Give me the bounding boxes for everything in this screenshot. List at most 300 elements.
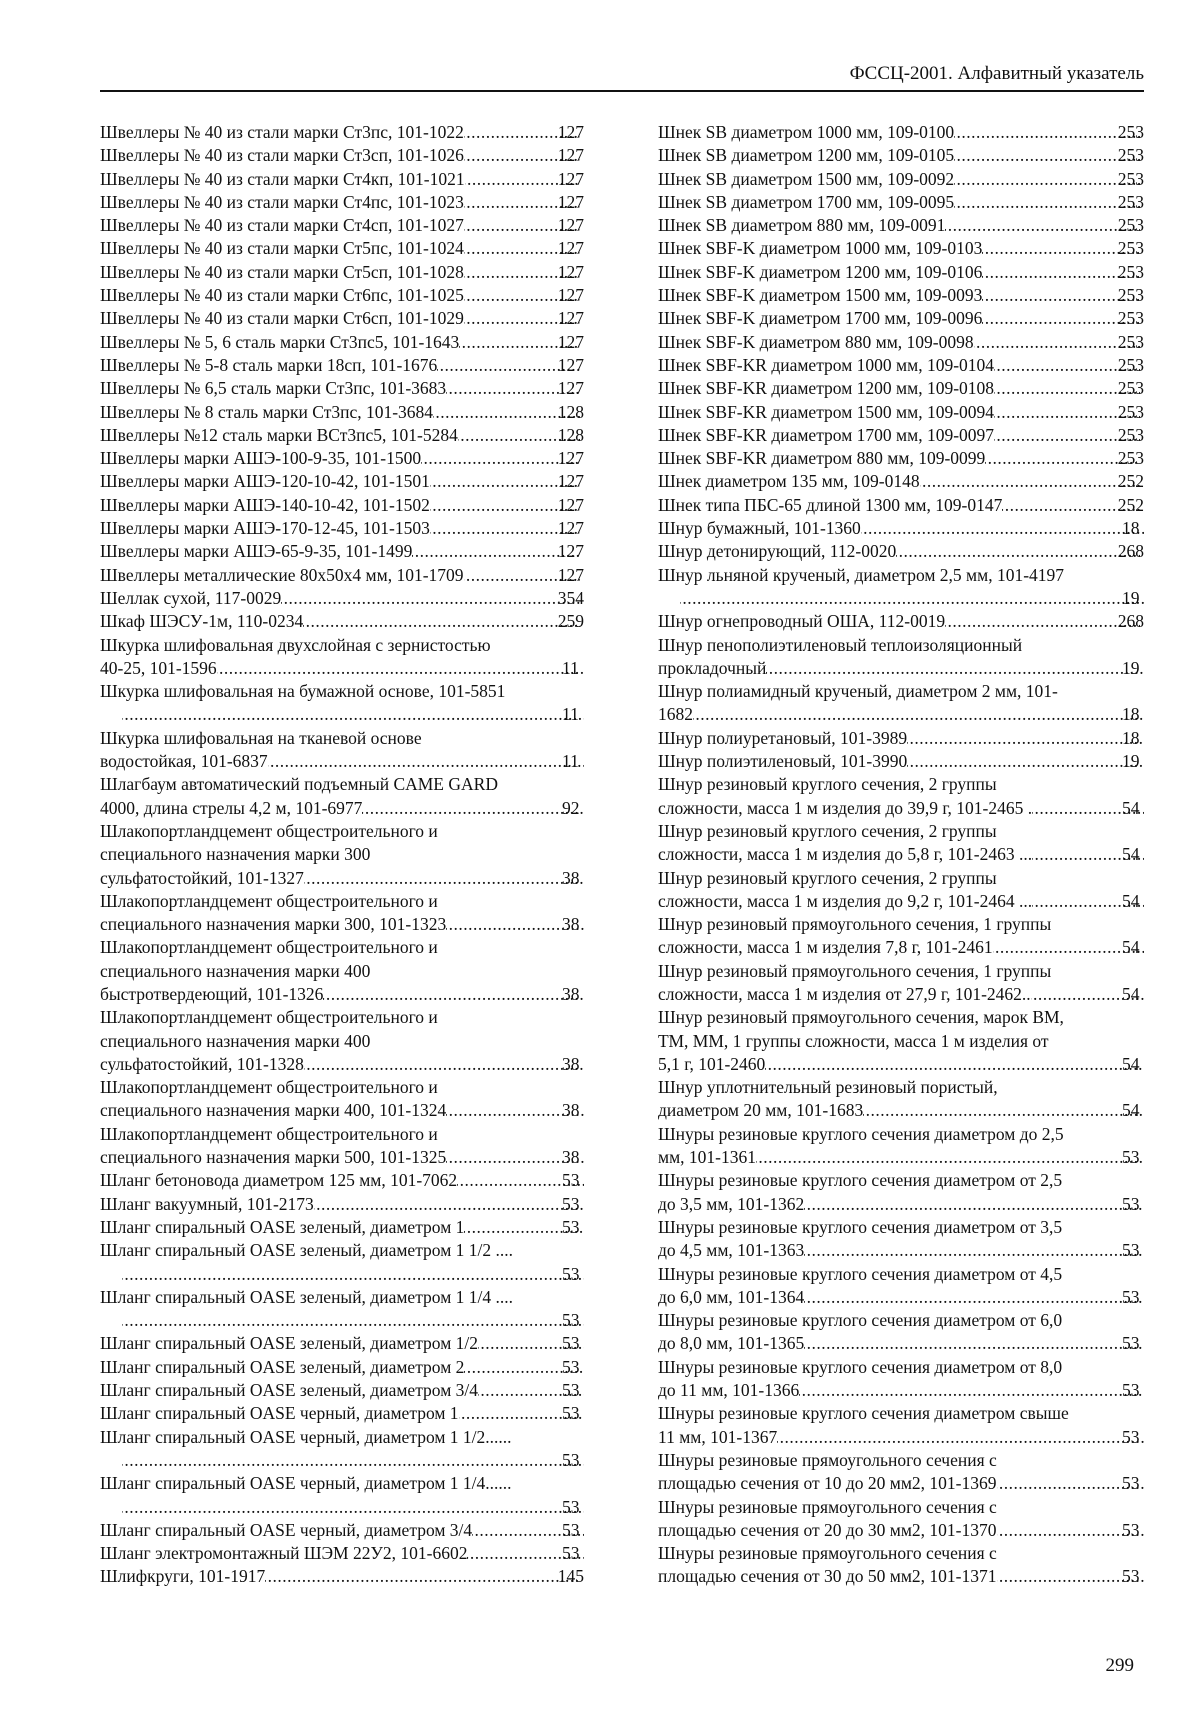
entry-text: быстротвердеющий, 101-1326 <box>100 983 324 1004</box>
entry-text: Швеллеры № 8 сталь марки Ст3пс, 101-3684 <box>100 401 434 422</box>
entry-text: сульфатостойкий, 101-1327 <box>100 867 304 888</box>
entry-page-ref: 354 <box>557 587 584 608</box>
entry-line: Шнуры резиновые прямоугольного сечения с <box>658 1449 997 1470</box>
entry-last-line: 11 мм, 101-1367 ..... 53 <box>680 1426 1144 1449</box>
entry-last-line: до 8,0 мм, 101-1365 ..... 53 <box>680 1332 1144 1355</box>
dot-leader <box>974 331 1140 354</box>
dot-leader <box>421 447 580 470</box>
entry-last-line <box>100 1565 584 1588</box>
entry-last-line <box>658 237 1144 260</box>
entry-page-ref: 127 <box>557 145 584 166</box>
entry-line: Шнур льняной крученый, диаметром 2,5 мм, 101-4197 <box>658 564 1065 585</box>
entry-last-line: Шланг вакуумный, 101-2173 ..... 53 <box>122 1193 584 1216</box>
index-entry <box>658 1402 1144 1449</box>
entry-text: Швеллеры № 40 из стали марки Ст5сп, 101-1028 <box>100 261 464 282</box>
dot-leader <box>765 1053 1144 1076</box>
entry-text: Шеллак сухой, 117-0029 <box>100 587 282 608</box>
entry-text: Швеллеры марки АШЭ-65-9-35, 101-1499 <box>100 541 413 562</box>
dot-leader <box>766 657 1144 680</box>
entry-page-ref: 268 <box>1117 611 1144 632</box>
entry-page-ref: 253 <box>1117 215 1144 236</box>
index-entry <box>658 727 1144 750</box>
entry-page-ref: 127 <box>557 518 584 539</box>
entry-line: специального назначения марки 300 <box>100 844 371 865</box>
entry-last-line <box>658 307 1144 330</box>
entry-last-line <box>100 587 584 610</box>
dot-leader <box>303 610 580 633</box>
dot-leader <box>122 1449 584 1472</box>
dot-leader <box>756 1146 1144 1169</box>
entry-line: Шлакопортландцемент общестроительного и <box>100 1123 438 1144</box>
entry-line: Шнур резиновый прямоугольного сечения, 1 группы <box>658 914 1052 935</box>
dot-leader <box>804 1286 1144 1309</box>
entry-text: Шланг спиральный OASE зеленый, диаметром 2 <box>100 1356 465 1377</box>
entry-last-line: Шланг спиральный OASE зеленый, диаметром 1 ..... 53 <box>122 1216 584 1239</box>
entry-text: Шнур детонирующий, 112-0020 <box>658 541 897 562</box>
entry-page-ref: 127 <box>557 308 584 329</box>
index-entry <box>100 1565 584 1588</box>
entry-line: Шнур уплотнительный резиновый пористый, <box>658 1077 998 1098</box>
entry-page-ref: 127 <box>557 285 584 306</box>
entry-line: специального назначения марки 400 <box>100 1030 371 1051</box>
dot-leader <box>954 144 1140 167</box>
index-entry <box>100 610 584 633</box>
dot-leader <box>982 307 1139 330</box>
index-entry <box>658 540 1144 563</box>
entry-text: площадью сечения от 20 до 30 мм2, 101-1370 <box>658 1519 997 1540</box>
index-entry <box>658 168 1144 191</box>
dot-leader <box>804 1332 1144 1355</box>
entry-last-line: быстротвердеющий, 101-1326 ..... 38 <box>122 983 584 1006</box>
entry-page-ref: 253 <box>1117 168 1144 189</box>
entry-text: Шнек SBF-KR диаметром 1700 мм, 109-0097 <box>658 424 995 445</box>
index-entry <box>658 470 1144 493</box>
index-entry <box>658 1496 1144 1543</box>
dot-leader <box>314 1193 584 1216</box>
entry-last-line: ..... 19 <box>680 587 1144 610</box>
entry-text: водостойкая, 101-6837 <box>100 751 268 772</box>
entry-line: Шлакопортландцемент общестроительного и <box>100 890 438 911</box>
entry-text: сложности, масса 1 м изделия от 27,9 г, 101-2462.. <box>658 983 1031 1004</box>
entry-last-line: 5,1 г, 101-2460 ..... 54 <box>680 1053 1144 1076</box>
entry-text: 5,1 г, 101-2460 <box>658 1053 766 1074</box>
entry-text: Шнек SBF-KR диаметром 1200 мм, 109-0108 <box>658 378 995 399</box>
entry-last-line: сложности, масса 1 м изделия 7,8 г, 101-2461 ..... 54 <box>680 936 1144 959</box>
entry-line: Шнуры резиновые прямоугольного сечения с <box>658 1543 997 1564</box>
dot-leader <box>217 657 584 680</box>
index-entry <box>100 727 584 774</box>
entry-last-line <box>658 610 1144 633</box>
entry-line: Шнуры резиновые круглого сечения диаметром свыше <box>658 1403 1069 1424</box>
entry-last-line: до 11 мм, 101-1366 ..... 53 <box>680 1379 1144 1402</box>
index-entry <box>100 261 584 284</box>
dot-leader <box>982 261 1139 284</box>
entry-page-ref: 253 <box>1117 401 1144 422</box>
entry-last-line: диаметром 20 мм, 101-1683 ..... 54 <box>680 1099 1144 1122</box>
page-number: 299 <box>1105 1655 1134 1676</box>
index-entry <box>658 1169 1144 1216</box>
entry-line: Шнуры резиновые прямоугольного сечения с <box>658 1496 997 1517</box>
entry-line: Шнуры резиновые круглого сечения диаметром до 2,5 <box>658 1123 1064 1144</box>
entry-text: Шланг спиральный OASE зеленый, диаметром 1 <box>100 1216 465 1237</box>
entry-page-ref: 127 <box>557 494 584 515</box>
entry-text: Шнек SB диаметром 880 мм, 109-0091 <box>658 215 946 236</box>
entry-text: сульфатостойкий, 101-1328 <box>100 1053 304 1074</box>
index-entry <box>100 1356 584 1379</box>
entry-page-ref: 127 <box>557 331 584 352</box>
dot-leader <box>412 540 579 563</box>
entry-last-line: ..... 11 <box>122 703 584 726</box>
entry-last-line: сульфатостойкий, 101-1327 ..... 38 <box>122 867 584 890</box>
entry-page-ref: 268 <box>1117 541 1144 562</box>
entry-last-line: ..... 53 <box>122 1496 584 1519</box>
entry-line: ТМ, ММ, 1 группы сложности, масса 1 м изделия от <box>658 1030 1049 1051</box>
entry-line: Шнур резиновый прямоугольного сечения, марок ВМ, <box>658 1007 1064 1028</box>
entry-text: Шланг вакуумный, 101-2173 <box>100 1193 314 1214</box>
index-entry <box>100 540 584 563</box>
index-entry <box>100 1193 584 1216</box>
entry-page-ref: 253 <box>1117 122 1144 142</box>
entry-page-ref: 253 <box>1117 261 1144 282</box>
entry-last-line <box>658 284 1144 307</box>
dot-leader <box>896 540 1140 563</box>
entry-text: Швеллеры марки АШЭ-140-10-42, 101-1502 <box>100 494 430 515</box>
index-entry <box>100 1542 584 1565</box>
entry-last-line <box>658 354 1144 377</box>
entry-line: Шнур полиамидный крученый, диаметром 2 мм, 101- <box>658 681 1058 702</box>
entry-last-line <box>658 331 1144 354</box>
entry-text: площадью сечения от 30 до 50 мм2, 101-1371 <box>658 1566 997 1587</box>
entry-last-line: Шланг спиральный OASE зеленый, диаметром 1/2 ..... 53 <box>122 1332 584 1355</box>
entry-text: Швеллеры металлические 80х50х4 мм, 101-1709 <box>100 564 464 585</box>
dot-leader <box>122 703 584 726</box>
entry-line: Шланг спиральный OASE черный, диаметром 1 1/2...... <box>100 1426 512 1447</box>
entry-text: сложности, масса 1 м изделия до 9,2 г, 101-2464 ... <box>658 890 1033 911</box>
index-entry <box>658 1309 1144 1356</box>
entry-page-ref: 253 <box>1117 285 1144 306</box>
entry-line: Шлагбаум автоматический подъемный CAME GARD <box>100 774 498 795</box>
dot-leader <box>362 797 584 820</box>
index-entry <box>100 377 584 400</box>
entry-text: Шнек SBF-K диаметром 1500 мм, 109-0093 <box>658 285 983 306</box>
dot-leader <box>323 983 584 1006</box>
index-entry <box>658 1449 1144 1496</box>
entry-line: Шнуры резиновые круглого сечения диаметром от 4,5 <box>658 1263 1063 1284</box>
index-entry <box>658 960 1144 1007</box>
dot-leader <box>122 1263 584 1286</box>
entry-last-line <box>100 191 584 214</box>
index-entry <box>658 564 1144 611</box>
entry-text: Шнек SBF-KR диаметром 1500 мм, 109-0094 <box>658 401 995 422</box>
dot-leader <box>304 867 584 890</box>
index-entry <box>100 284 584 307</box>
index-entry <box>658 680 1144 727</box>
entry-text: Шнур огнепроводный ОША, 112-0019 <box>658 611 946 632</box>
entry-last-line: 1682 ..... 18 <box>680 703 1144 726</box>
entry-last-line <box>100 168 584 191</box>
dot-leader <box>804 1239 1144 1262</box>
entry-text: Шланг спиральный OASE черный, диаметром 3/4 <box>100 1519 473 1540</box>
index-entry <box>658 121 1144 144</box>
entry-text: Швеллеры марки АШЭ-120-10-42, 101-1501 <box>100 471 430 492</box>
entry-text: Шнек типа ПБС-65 длиной 1300 мм, 109-0147 <box>658 494 1003 515</box>
entry-line: Шкурка шлифовальная на тканевой основе <box>100 727 422 748</box>
index-entry <box>100 1402 584 1425</box>
index-entry <box>100 1006 584 1076</box>
index-entry <box>658 237 1144 260</box>
dot-leader <box>863 1099 1144 1122</box>
dot-leader <box>982 284 1139 307</box>
entry-last-line: Шнур бумажный, 101-1360 ..... 18 <box>680 517 1144 540</box>
dot-leader <box>122 1309 584 1332</box>
entry-text: Швеллеры № 40 из стали марки Ст4кп, 101-1021 <box>100 168 465 189</box>
entry-last-line <box>658 494 1144 517</box>
entry-line: Шкурка шлифовальная двухслойная с зернистостью <box>100 634 491 655</box>
index-entry <box>100 1169 584 1192</box>
index-entry <box>658 913 1144 960</box>
entry-text: Швеллеры № 40 из стали марки Ст3сп, 101-1026 <box>100 145 464 166</box>
dot-leader <box>281 587 580 610</box>
dot-leader <box>268 750 584 773</box>
entry-last-line: Шнур полиэтиленовый, 101-3990 ..... 19 <box>680 750 1144 773</box>
entry-last-line: водостойкая, 101-6837 ..... 11 <box>122 750 584 773</box>
entry-text: Швеллеры № 40 из стали марки Ст4пс, 101-1023 <box>100 191 464 212</box>
index-entry <box>658 261 1144 284</box>
index-entry <box>100 354 584 377</box>
entry-page-ref: 127 <box>557 378 584 399</box>
entry-last-line <box>100 447 584 470</box>
entry-last-line <box>658 121 1144 144</box>
index-entry <box>100 331 584 354</box>
entry-text: площадью сечения от 10 до 20 мм2, 101-1369 <box>658 1473 997 1494</box>
entry-line: Шнур резиновый круглого сечения, 2 группы <box>658 774 997 795</box>
entry-last-line: Шланг спиральный OASE черный, диаметром 3/4 ..... 53 <box>122 1519 584 1542</box>
entry-text: Шнек SBF-KR диаметром 1000 мм, 109-0104 <box>658 354 995 375</box>
entry-text: Шнек SB диаметром 1200 мм, 109-0105 <box>658 145 955 166</box>
entry-page-ref: 127 <box>557 215 584 236</box>
index-entry <box>100 936 584 1006</box>
entry-line: Шлакопортландцемент общестроительного и <box>100 1007 438 1028</box>
entry-last-line: 4000, длина стрелы 4,2 м, 101-6977 ..... 92 <box>122 797 584 820</box>
index-entry <box>658 354 1144 377</box>
entry-last-line <box>100 354 584 377</box>
dot-leader <box>985 447 1139 470</box>
index-entry <box>658 447 1144 470</box>
entry-page-ref: 127 <box>557 471 584 492</box>
index-entry <box>100 1379 584 1402</box>
entry-page-ref: 127 <box>557 261 584 282</box>
entry-text: Швеллеры марки АШЭ-170-12-45, 101-1503 <box>100 518 430 539</box>
dot-leader <box>907 727 1144 750</box>
entry-line: специального назначения марки 400 <box>100 960 371 981</box>
dot-leader <box>907 750 1144 773</box>
entry-text: до 8,0 мм, 101-1365 <box>658 1333 805 1354</box>
dot-leader <box>304 1053 584 1076</box>
index-column-right <box>658 121 1144 1589</box>
entry-text: Швеллеры № 40 из стали марки Ст6сп, 101-1029 <box>100 308 464 329</box>
entry-page-ref: 127 <box>557 168 584 189</box>
entry-last-line: Шланг спиральный OASE зеленый, диаметром 2 ..... 53 <box>122 1356 584 1379</box>
index-entry <box>100 144 584 167</box>
entry-last-line: площадью сечения от 10 до 20 мм2, 101-1369 ..... 53 <box>680 1472 1144 1495</box>
entry-last-line: ..... 53 <box>122 1449 584 1472</box>
entry-text: Швеллеры №12 сталь марки ВСт3пс5, 101-5284 <box>100 424 458 445</box>
index-entry <box>100 517 584 540</box>
entry-text: Шнур полиуретановый, 101-3989 <box>658 727 908 748</box>
index-entry <box>658 331 1144 354</box>
entry-text: Шнек SB диаметром 1700 мм, 109-0095 <box>658 191 955 212</box>
entry-last-line: ..... 53 <box>122 1309 584 1332</box>
index-entry <box>658 750 1144 773</box>
index-entry <box>100 401 584 424</box>
index-entry <box>100 1426 584 1473</box>
entry-page-ref: 127 <box>557 354 584 375</box>
entry-last-line <box>100 284 584 307</box>
entry-text: 40-25, 101-1596 <box>100 657 217 678</box>
entry-last-line: прокладочный ..... 19 <box>680 657 1144 680</box>
header-title: ФССЦ-2001. Алфавитный указатель <box>849 63 1144 84</box>
entry-last-line: площадью сечения от 20 до 30 мм2, 101-1370 ..... 53 <box>680 1519 1144 1542</box>
index-entry <box>658 1006 1144 1076</box>
index-entry <box>658 1123 1144 1170</box>
entry-text: Шланг спиральный OASE зеленый, диаметром 3/4 <box>100 1380 479 1401</box>
entry-last-line <box>100 237 584 260</box>
entry-page-ref: 127 <box>557 564 584 585</box>
entry-last-line <box>100 494 584 517</box>
index-entry <box>658 191 1144 214</box>
dot-leader <box>954 168 1140 191</box>
entry-line: Шнур резиновый прямоугольного сечения, 1 группы <box>658 960 1052 981</box>
entry-text: Швеллеры № 6,5 сталь марки Ст3пс, 101-3683 <box>100 378 447 399</box>
entry-line: Шлакопортландцемент общестроительного и <box>100 937 438 958</box>
entry-last-line <box>100 261 584 284</box>
index-entry <box>100 214 584 237</box>
entry-text: Шлифкруги, 101-1917 <box>100 1566 266 1587</box>
entry-text: Шланг спиральный OASE черный, диаметром 1 <box>100 1403 459 1424</box>
entry-last-line <box>100 610 584 633</box>
dot-leader <box>861 517 1144 540</box>
entry-text: сложности, масса 1 м изделия до 39,9 г, 101-2465 . <box>658 797 1033 818</box>
dot-leader <box>945 214 1139 237</box>
entry-text: Шнур полиэтиленовый, 101-3990 <box>658 751 908 772</box>
entry-text: Шкаф ШЭСУ-1м, 110-0234 <box>100 611 304 632</box>
entry-text: Швеллеры № 40 из стали марки Ст6пс, 101-1025 <box>100 285 464 306</box>
entry-page-ref: 252 <box>1117 471 1144 492</box>
index-entry <box>100 680 584 727</box>
entry-last-line <box>100 121 584 144</box>
index-entry <box>658 377 1144 400</box>
index-entry <box>658 517 1144 540</box>
entry-page-ref: 127 <box>557 541 584 562</box>
entry-page-ref: 253 <box>1117 448 1144 469</box>
entry-text: до 11 мм, 101-1366 <box>658 1380 800 1401</box>
index-entry <box>100 237 584 260</box>
entry-last-line: специального назначения марки 400, 101-1324 ..... 38 <box>122 1099 584 1122</box>
entry-last-line: Шланг электромонтажный ШЭМ 22У2, 101-6602 ..... 53 <box>122 1542 584 1565</box>
index-entry <box>658 401 1144 424</box>
entry-text: Швеллеры марки АШЭ-100-9-35, 101-1500 <box>100 448 422 469</box>
dot-leader <box>804 1193 1144 1216</box>
index-entry <box>658 424 1144 447</box>
index-column-left <box>100 121 584 1589</box>
entry-page-ref: 253 <box>1117 191 1144 212</box>
entry-page-ref: 145 <box>557 1566 584 1587</box>
entry-last-line <box>100 307 584 330</box>
index-entry <box>100 1519 584 1542</box>
index-entry <box>658 1263 1144 1310</box>
entry-last-line <box>100 214 584 237</box>
entry-text: Швеллеры № 40 из стали марки Ст4сп, 101-1027 <box>100 215 464 236</box>
entry-text: до 4,5 мм, 101-1363 <box>658 1240 805 1261</box>
entry-page-ref: 128 <box>557 401 584 422</box>
entry-text: до 6,0 мм, 101-1364 <box>658 1286 805 1307</box>
index-entry <box>100 121 584 144</box>
entry-last-line: мм, 101-1361 ..... 53 <box>680 1146 1144 1169</box>
index-entry <box>658 144 1144 167</box>
entry-text: Швеллеры № 40 из стали марки Ст3пс, 101-1022 <box>100 122 464 142</box>
entry-last-line <box>100 564 584 587</box>
entry-line: Шнуры резиновые круглого сечения диаметром от 2,5 <box>658 1170 1063 1191</box>
entry-last-line: Шнур полиуретановый, 101-3989 ..... 18 <box>680 727 1144 750</box>
entry-text: Шланг электромонтажный ШЭМ 22У2, 101-6602 <box>100 1543 468 1564</box>
entry-line: Шнуры резиновые круглого сечения диаметром от 8,0 <box>658 1356 1063 1377</box>
entry-text: 1682 <box>658 704 693 725</box>
index-entry <box>658 284 1144 307</box>
entry-last-line <box>100 144 584 167</box>
entry-text: 4000, длина стрелы 4,2 м, 101-6977 <box>100 797 363 818</box>
dot-leader <box>777 1426 1144 1449</box>
entry-last-line: до 3,5 мм, 101-1362 ..... 53 <box>680 1193 1144 1216</box>
index-entry <box>100 564 584 587</box>
entry-text: Шнек диаметром 135 мм, 109-0148 <box>658 471 920 492</box>
entry-text: прокладочный <box>658 657 767 678</box>
entry-page-ref: 259 <box>557 611 584 632</box>
index-entry <box>100 1076 584 1123</box>
dot-leader <box>680 587 1144 610</box>
entry-text: мм, 101-1361 <box>658 1147 756 1168</box>
entry-last-line: специального назначения марки 500, 101-1325 ..... 38 <box>122 1146 584 1169</box>
entry-line: Шнуры резиновые круглого сечения диаметром от 6,0 <box>658 1310 1063 1331</box>
index-entry <box>658 773 1144 820</box>
index-entry <box>658 1356 1144 1403</box>
entry-text: Шнек SBF-K диаметром 1700 мм, 109-0096 <box>658 308 983 329</box>
entry-text: Швеллеры № 5, 6 сталь марки Ст3пс5, 101-1643 <box>100 331 460 352</box>
dot-leader <box>122 1496 584 1519</box>
entry-page-ref: 252 <box>1117 494 1144 515</box>
index-entry <box>100 447 584 470</box>
entry-text: специального назначения марки 400, 101-1324 <box>100 1100 447 1121</box>
index-entry <box>658 820 1144 867</box>
entry-last-line: специального назначения марки 300, 101-1323 ..... 38 <box>122 913 584 936</box>
entry-last-line: Шланг бетоновода диаметром 125 мм, 101-7062 ..... 53 <box>122 1169 584 1192</box>
entry-page-ref: 127 <box>557 238 584 259</box>
index-entry <box>100 1123 584 1170</box>
index-entry <box>658 494 1144 517</box>
entry-page-ref: 253 <box>1117 308 1144 329</box>
entry-last-line <box>100 470 584 493</box>
entry-page-ref: 253 <box>1117 238 1144 259</box>
entry-last-line <box>100 517 584 540</box>
entry-last-line: ..... 53 <box>122 1263 584 1286</box>
index-entry <box>100 1472 584 1519</box>
entry-last-line <box>100 331 584 354</box>
entry-last-line <box>658 191 1144 214</box>
dot-leader <box>982 237 1139 260</box>
entry-last-line: сульфатостойкий, 101-1328 ..... 38 <box>122 1053 584 1076</box>
dot-leader <box>693 703 1144 726</box>
entry-line: Шкурка шлифовальная на бумажной основе, 101-5851 <box>100 681 506 702</box>
index-entry <box>100 470 584 493</box>
